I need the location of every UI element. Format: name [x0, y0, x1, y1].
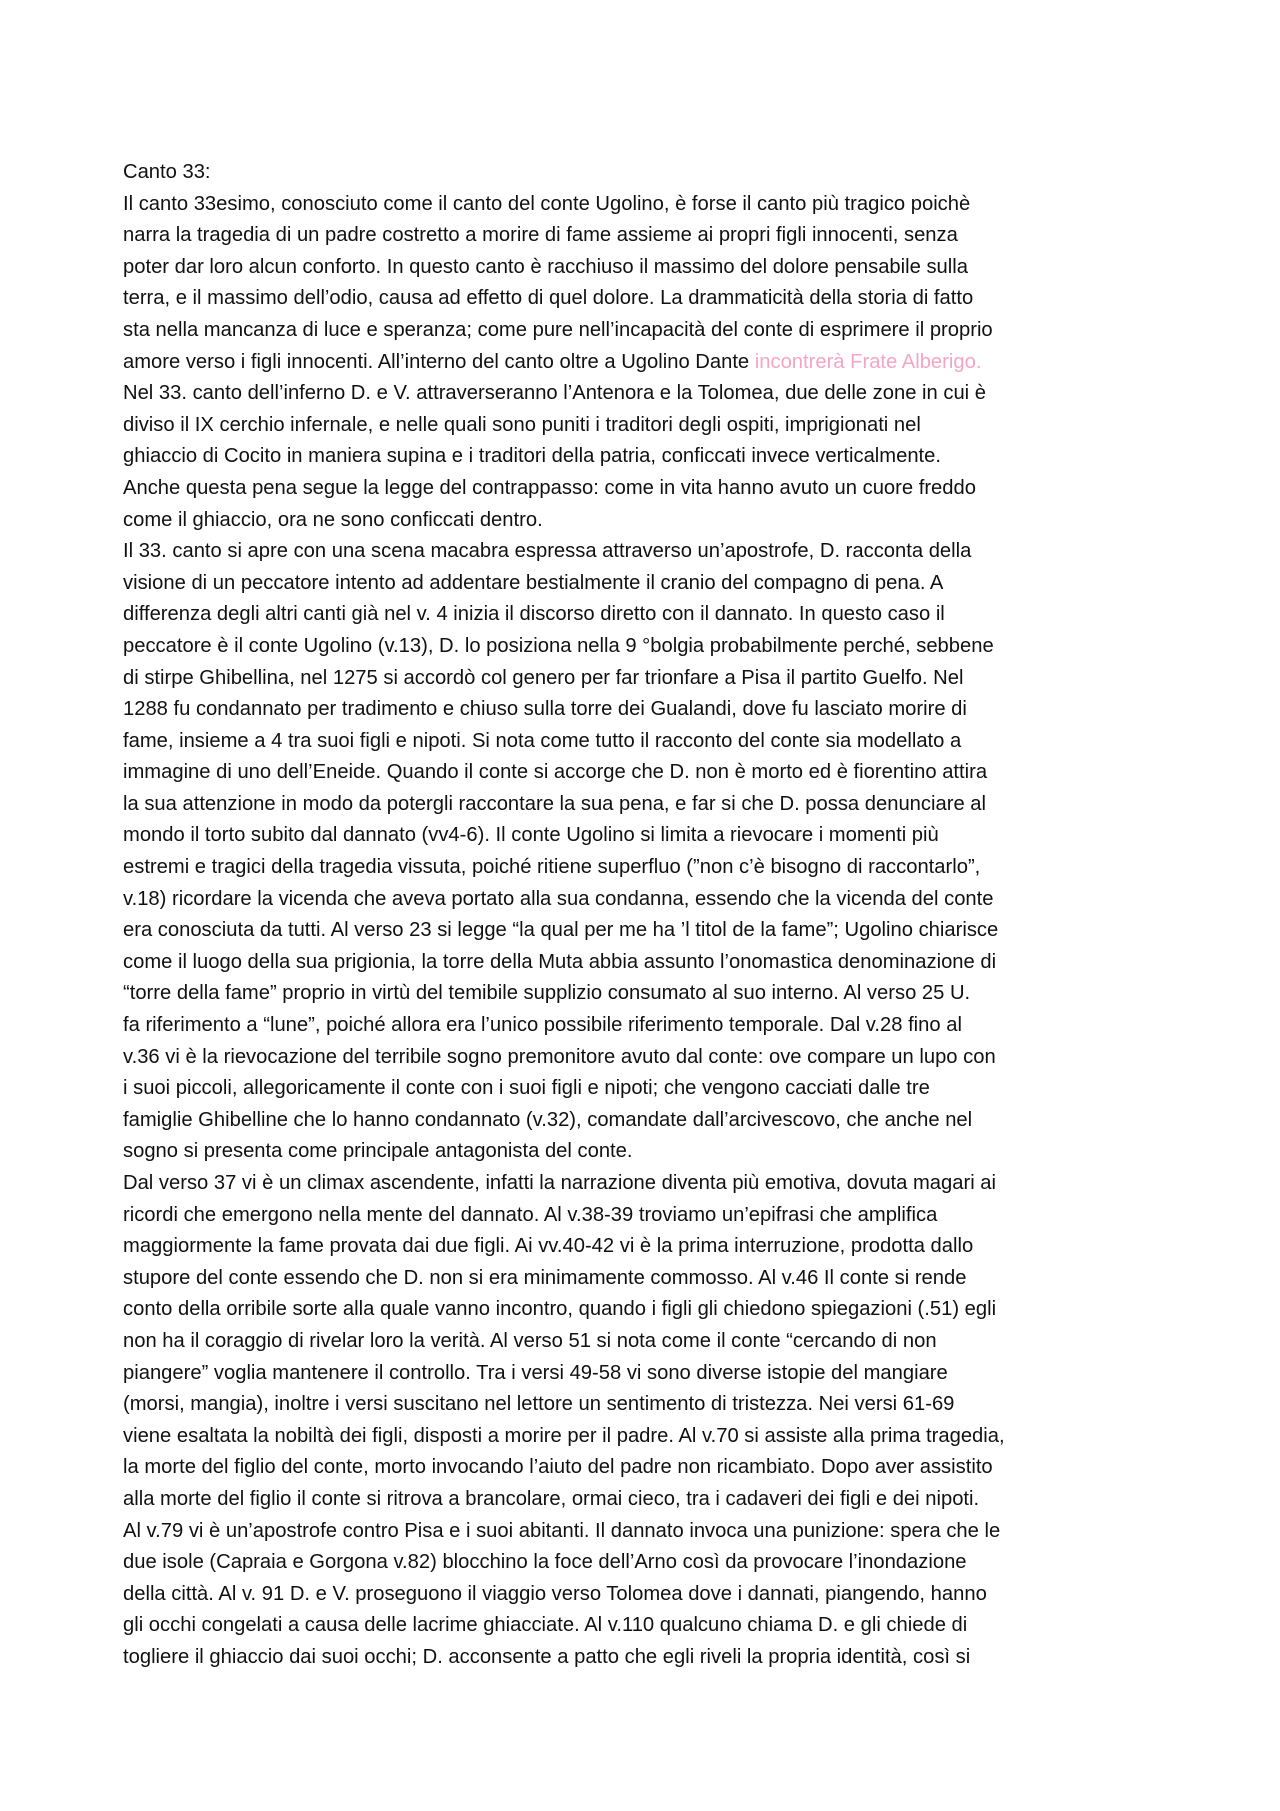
- text-line: Al v.79 vi è un’apostrofe contro Pisa e i suoi abitanti. Il dannato invoca una punizione: spera che le: [123, 1519, 1001, 1542]
- text-line: Il 33. canto si apre con una scena macabra espressa attraverso un’apostrofe, D. racconta della: [123, 540, 972, 563]
- text-line: maggiormente la fame provata dai due figli. Ai vv.40-42 vi è la prima interruzione, prodotta dallo: [123, 1235, 974, 1258]
- text-line: alla morte del figlio il conte si ritrova a brancolare, ormai cieco, tra i cadaveri dei figli e dei nipoti.: [123, 1487, 980, 1510]
- text-line: mondo il torto subito dal dannato (vv4-6). Il conte Ugolino si limita a rievocare i momenti più: [123, 824, 939, 847]
- text-line: v.18) ricordare la vicenda che aveva portato alla sua condanna, essendo che la vicenda del conte: [123, 887, 994, 910]
- text-line: Nel 33. canto dell’inferno D. e V. attraverseranno l’Antenora e la Tolomea, due delle zone in cui è: [123, 382, 986, 405]
- text-line-plain-part: amore verso i figli innocenti. All’interno del canto oltre a Ugolino Dante: [123, 350, 755, 373]
- text-line: poter dar loro alcun conforto. In questo canto è racchiuso il massimo del dolore pensabile sulla: [123, 255, 968, 278]
- text-line: fame, insieme a 4 tra suoi figli e nipoti. Si nota come tutto il racconto del conte sia modellato a: [123, 729, 962, 752]
- text-line: i suoi piccoli, allegoricamente il conte con i suoi figli e nipoti; che vengono cacciati dalle tre: [123, 1077, 930, 1100]
- text-line: stupore del conte essendo che D. non si era minimamente commosso. Al v.46 Il conte si rende: [123, 1266, 967, 1289]
- text-line: Anche questa pena segue la legge del contrappasso: come in vita hanno avuto un cuore freddo: [123, 476, 976, 499]
- text-line: ghiaccio di Cocito in maniera supina e i traditori della patria, conficcati invece verticalmente.: [123, 445, 941, 468]
- text-line: peccatore è il conte Ugolino (v.13), D. lo posiziona nella 9 °bolgia probabilmente perché, sebbene: [123, 634, 994, 657]
- text-line: 1288 fu condannato per tradimento e chiuso sulla torre dei Gualandi, dove fu lasciato morire di: [123, 698, 967, 721]
- intro-lines: [123, 189, 1163, 347]
- text-line: di stirpe Ghibellina, nel 1275 si accordò col genero per far trionfare a Pisa il partito Guelfo. Nel: [123, 666, 964, 689]
- text-line: ricordi che emergono nella mente del dannato. Al v.38-39 troviamo un’epifrasi che amplifica: [123, 1203, 938, 1226]
- text-line: “torre della fame” proprio in virtù del temibile supplizio consumato al suo interno. Al verso 25 U.: [123, 982, 971, 1005]
- text-line: narra la tragedia di un padre costretto a morire di fame assieme ai propri figli innocenti, senza: [123, 224, 958, 247]
- text-line: togliere il ghiaccio dai suoi occhi; D. acconsente a patto che egli riveli la propria identità, così si: [123, 1645, 971, 1668]
- text-line: come il ghiaccio, ora ne sono conficcati dentro.: [123, 508, 543, 531]
- text-line: sta nella mancanza di luce e speranza; come pure nell’incapacità del conte di esprimere il proprio: [123, 318, 993, 341]
- text-line: la sua attenzione in modo da potergli raccontare la sua pena, e far si che D. possa denunciare al: [123, 792, 986, 815]
- text-line: visione di un peccatore intento ad addentare bestialmente il cranio del compagno di pena. A: [123, 571, 944, 594]
- text-line: Dal verso 37 vi è un climax ascendente, infatti la narrazione diventa più emotiva, dovuta magari ai: [123, 1172, 997, 1194]
- text-line: v.36 vi è la rievocazione del terribile sogno premonitore avuto dal conte: ove compare un lupo con: [123, 1045, 996, 1068]
- text-line: conto della orribile sorte alla quale vanno incontro, quando i figli gli chiedono spiegazioni (.51) egli: [123, 1298, 997, 1321]
- text-line: era conosciuta da tutti. Al verso 23 si legge “la qual per me ha ’l titol de la fame”; Ugolino chiarisce: [123, 919, 999, 942]
- text-line: (morsi, mangia), inoltre i versi suscitano nel lettore un sentimento di tristezza. Nei versi 61-69: [123, 1393, 955, 1416]
- text-line: diviso il IX cerchio infernale, e nelle quali sono puniti i traditori degli ospiti, imprigionati nel: [123, 413, 921, 436]
- text-line: immagine di uno dell’Eneide. Quando il conte si accorge che D. non è morto ed è fiorentino attira: [123, 761, 988, 784]
- document-body: [123, 157, 1163, 1674]
- text-line: viene esaltata la nobiltà dei figli, disposti a morire per il padre. Al v.70 si assiste alla prima tragedia,: [123, 1424, 1005, 1447]
- text-line: gli occhi congelati a causa delle lacrime ghiacciate. Al v.110 qualcuno chiama D. e gli chiede di: [123, 1614, 968, 1637]
- text-line: terra, e il massimo dell’odio, causa ad effetto di quel dolore. La drammaticità della storia di fatto: [123, 287, 974, 310]
- text-line-with-highlight: [123, 347, 1163, 379]
- text-line: due isole (Capraia e Gorgona v.82) blocchino la foce dell’Arno così da provocare l’inondazione: [123, 1551, 967, 1574]
- text-line: piangere” voglia mantenere il controllo. Tra i versi 49-58 vi sono diverse istopie del mangiare: [123, 1361, 948, 1384]
- highlighted-text: incontrerà Frate Alberigo.: [754, 350, 982, 373]
- text-line: sogno si presenta come principale antagonista del conte.: [123, 1140, 633, 1163]
- text-line: della città. Al v. 91 D. e V. proseguono il viaggio verso Tolomea dove i dannati, piangendo, hanno: [123, 1582, 987, 1605]
- text-line: come il luogo della sua prigionia, la torre della Muta abbia assunto l’onomastica denominazione di: [123, 950, 997, 973]
- text-line: la morte del figlio del conte, morto invocando l’aiuto del padre non ricambiato. Dopo aver assistito: [123, 1456, 993, 1479]
- document-heading: Canto 33:: [123, 161, 211, 183]
- text-line: famiglie Ghibelline che lo hanno condannato (v.32), comandate dall’arcivescovo, che anche nel: [123, 1108, 973, 1131]
- text-line: differenza degli altri canti già nel v. 4 inizia il discorso diretto con il dannato. In questo caso il: [123, 603, 945, 626]
- text-line: Il canto 33esimo, conosciuto come il canto del conte Ugolino, è forse il canto più tragico poichè: [123, 192, 971, 215]
- remaining-lines: [123, 378, 1163, 1673]
- text-line: fa riferimento a “lune”, poiché allora era l’unico possibile riferimento temporale. Dal v.28 fino al: [123, 1014, 962, 1037]
- text-line: estremi e tragici della tragedia vissuta, poiché ritiene superfluo (”non c’è bisogno di raccontarlo”,: [123, 856, 981, 879]
- text-line: non ha il coraggio di rivelar loro la verità. Al verso 51 si nota come il conte “cercando di non: [123, 1329, 937, 1352]
